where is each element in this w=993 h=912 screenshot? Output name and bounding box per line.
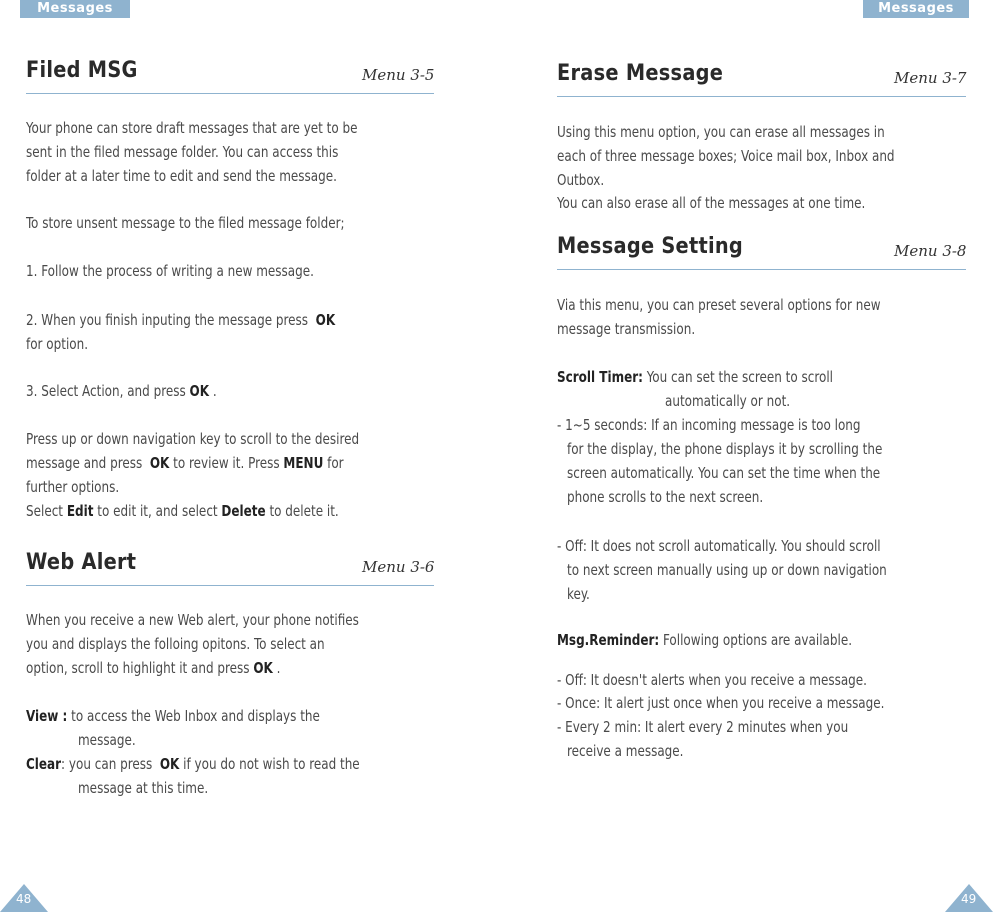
- body-line: - 1~5 seconds: If an incoming message is too long: [557, 416, 861, 434]
- body-line: to next screen manually using up or down navigation: [567, 561, 887, 579]
- web-alert-rule: [26, 585, 434, 586]
- body-line: [26, 502, 339, 520]
- view-term: View :: [26, 707, 68, 725]
- msg-reminder-term: Msg.Reminder:: [557, 631, 660, 649]
- body-line: screen automatically. You can set the time when the: [567, 464, 881, 482]
- text: : you can press: [61, 755, 153, 773]
- message-setting-menu-ref: Menu 3-8: [894, 242, 967, 260]
- text: .: [276, 659, 281, 677]
- body-line: [26, 659, 280, 677]
- delete-key: Delete: [221, 502, 266, 520]
- body-line: - Off: It doesn't alerts when you receive a message.: [557, 671, 867, 689]
- message-setting-rule: [557, 269, 966, 270]
- left-page-number: 48: [16, 892, 32, 906]
- body-line: You can also erase all of the messages at one time.: [557, 194, 866, 212]
- body-line: - Off: It does not scroll automatically. You should scroll: [557, 537, 881, 555]
- body-line: message at this time.: [78, 779, 209, 797]
- erase-message-menu-ref: Menu 3-7: [894, 69, 967, 87]
- erase-message-title: Erase Message: [557, 61, 724, 86]
- ok-key: OK: [315, 311, 336, 329]
- text: You can set the screen to scroll: [646, 368, 833, 386]
- body-line: further options.: [26, 478, 120, 496]
- text: to delete it.: [269, 502, 339, 520]
- body-line: [26, 707, 320, 725]
- body-line: folder at a later time to edit and send the message.: [26, 167, 337, 185]
- text: .: [212, 382, 217, 400]
- body-line: [26, 755, 360, 773]
- text: to edit it, and select: [97, 502, 218, 520]
- filed-msg-rule: [26, 93, 434, 94]
- ok-key: OK: [159, 755, 180, 773]
- web-alert-title: Web Alert: [26, 550, 137, 575]
- scroll-timer-term: Scroll Timer:: [557, 368, 643, 386]
- clear-term: Clear: [26, 755, 62, 773]
- body-line: 1. Follow the process of writing a new message.: [26, 262, 314, 280]
- body-line: [557, 631, 852, 649]
- body-line: To store unsent message to the filed message folder;: [26, 214, 345, 232]
- body-line: automatically or not.: [665, 392, 791, 410]
- text: for: [327, 454, 344, 472]
- body-line: [26, 382, 217, 400]
- text: if you do not wish to read the: [183, 755, 360, 773]
- body-line: receive a message.: [567, 742, 684, 760]
- body-line: Via this menu, you can preset several options for new: [557, 296, 881, 314]
- body-line: [26, 311, 335, 329]
- text: to access the Web Inbox and displays the: [71, 707, 320, 725]
- body-line: [26, 454, 344, 472]
- body-line: - Every 2 min: It alert every 2 minutes when you: [557, 718, 849, 736]
- filed-msg-title: Filed MSG: [26, 58, 138, 83]
- ok-key: OK: [149, 454, 170, 472]
- ok-key: OK: [253, 659, 273, 677]
- body-line: message.: [78, 731, 136, 749]
- body-line: for option.: [26, 335, 89, 353]
- right-page-number: 49: [961, 892, 977, 906]
- body-line: message transmission.: [557, 320, 696, 338]
- body-line: for the display, the phone displays it by scrolling the: [567, 440, 883, 458]
- text: to review it. Press: [173, 454, 280, 472]
- left-header-tab: Messages: [20, 0, 130, 18]
- ok-key: OK: [189, 382, 210, 400]
- text: Following options are available.: [662, 631, 853, 649]
- body-line: each of three message boxes; Voice mail box, Inbox and: [557, 147, 895, 165]
- menu-key: MENU: [283, 454, 324, 472]
- edit-key: Edit: [66, 502, 94, 520]
- text: 3. Select Action, and press: [26, 382, 186, 400]
- text: message and press: [26, 454, 143, 472]
- web-alert-menu-ref: Menu 3-6: [362, 558, 435, 576]
- body-line: Using this menu option, you can erase all messages in: [557, 123, 885, 141]
- erase-message-rule: [557, 96, 966, 97]
- body-line: Press up or down navigation key to scroll to the desired: [26, 430, 360, 448]
- text: 2. When you finish inputing the message press: [26, 311, 309, 329]
- right-header-tab: Messages: [863, 0, 969, 18]
- body-line: Your phone can store draft messages that are yet to be: [26, 119, 358, 137]
- body-line: - Once: It alert just once when you receive a message.: [557, 694, 885, 712]
- text: option, scroll to highlight it and press: [26, 659, 250, 677]
- body-line: phone scrolls to the next screen.: [567, 488, 764, 506]
- body-line: sent in the filed message folder. You can access this: [26, 143, 339, 161]
- body-line: [557, 368, 833, 386]
- body-line: key.: [567, 585, 590, 603]
- body-line: Outbox.: [557, 171, 605, 189]
- text: Select: [26, 502, 64, 520]
- filed-msg-menu-ref: Menu 3-5: [362, 66, 435, 84]
- body-line: When you receive a new Web alert, your phone notifies: [26, 611, 359, 629]
- body-line: you and displays the folloing opitons. To select an: [26, 635, 325, 653]
- message-setting-title: Message Setting: [557, 234, 744, 259]
